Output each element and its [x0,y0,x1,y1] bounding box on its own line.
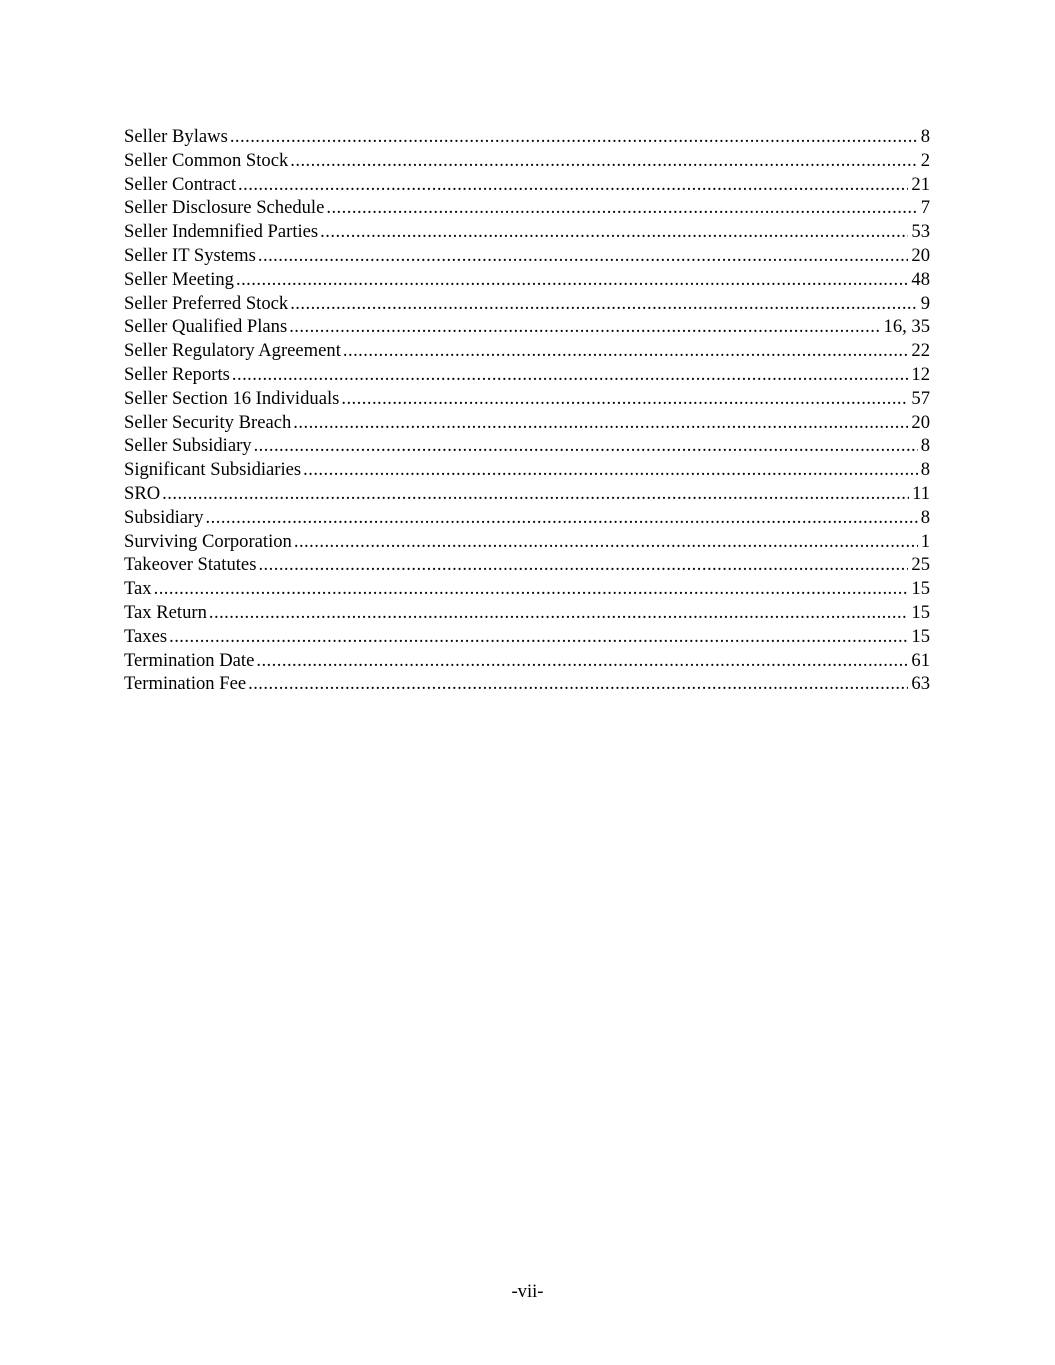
dot-leader [290,149,917,173]
dot-leader [289,315,880,339]
dot-leader [290,292,918,316]
index-term: Subsidiary [124,506,204,528]
index-entry [124,220,930,244]
index-page-reference: 48 [911,268,930,290]
index-entry [124,149,930,173]
index-page-reference: 11 [912,482,930,504]
dot-leader [320,220,908,244]
index-entry [124,434,930,458]
index-entry [124,601,930,625]
dot-leader [248,672,908,696]
index-term: Seller Reports [124,363,230,385]
dot-leader [303,458,918,482]
dot-leader [232,363,909,387]
index-term: Seller Contract [124,173,237,195]
index-entry [124,244,930,268]
index-term: Seller Bylaws [124,126,228,147]
index-entry [124,196,930,220]
index-entry [124,411,930,435]
dot-leader [254,434,918,458]
index-entry [124,625,930,649]
dot-leader [206,506,918,530]
index-entry [124,173,930,197]
index-term: Termination Date [124,649,255,671]
index-entry [124,315,930,339]
index-entry [124,577,930,601]
index-term: Seller Regulatory Agreement [124,340,341,362]
dot-leader [258,553,908,577]
index-term: Seller Meeting [124,268,234,290]
index-term: Seller IT Systems [124,244,256,266]
index-term: Termination Fee [124,673,247,695]
index-entry [124,649,930,673]
index-entry [124,363,930,387]
dot-leader [256,649,908,673]
dot-leader [238,173,908,197]
index-entry [124,530,930,554]
index-term: Surviving Corporation [124,530,292,552]
index-term: Seller Section 16 Individuals [124,387,340,409]
index-page-reference: 61 [911,649,930,671]
index-page-reference: 8 [920,435,930,457]
index-entry [124,339,930,363]
index-term: Seller Disclosure Schedule [124,197,325,219]
index-entry [124,125,930,149]
index-entry [124,268,930,292]
dot-leader [230,125,918,149]
index-entry [124,553,930,577]
index-page-reference: 57 [911,387,930,409]
dot-leader [294,530,918,554]
index-page-reference: 21 [911,173,930,195]
index-page-reference: 20 [911,244,930,266]
index-entry [124,458,930,482]
index-page-reference: 8 [920,126,930,147]
dot-leader [258,244,909,268]
index-term: Tax Return [124,601,207,623]
index-term: Seller Qualified Plans [124,316,288,338]
index-page-reference: 15 [911,625,930,647]
index-entry [124,482,930,506]
index-page-reference: 12 [911,363,930,385]
dot-leader [343,339,909,363]
index-entry [124,506,930,530]
index-page-reference: 22 [911,340,930,362]
index-term: Takeover Statutes [124,554,257,576]
index-page-reference: 25 [911,554,930,576]
index-term: Seller Security Breach [124,411,292,433]
index-term: Taxes [124,625,168,647]
dot-leader [293,411,908,435]
index-page-reference: 7 [920,197,930,219]
index-page-reference: 2 [920,149,930,171]
index-term: Seller Subsidiary [124,435,252,457]
index-term: SRO [124,482,161,504]
index-term: Seller Common Stock [124,149,289,171]
index-of-defined-terms [124,125,930,696]
index-page-reference: 1 [920,530,930,552]
index-term: Seller Preferred Stock [124,292,289,314]
index-term: Seller Indemnified Parties [124,221,319,243]
dot-leader [236,268,908,292]
index-page-reference: 20 [911,411,930,433]
index-page-reference: 15 [911,578,930,600]
page-number: -vii- [511,1281,544,1302]
index-page-reference: 53 [911,221,930,243]
index-entry [124,387,930,411]
dot-leader [154,577,909,601]
index-page-reference: 15 [911,601,930,623]
index-page-reference: 63 [911,673,930,695]
index-page-reference: 16, 35 [883,316,930,338]
index-term: Significant Subsidiaries [124,459,302,481]
dot-leader [326,196,917,220]
dot-leader [162,482,909,506]
index-entry [124,292,930,316]
dot-leader [169,625,908,649]
index-page-reference: 9 [920,292,930,314]
index-term: Tax [124,578,152,600]
index-page-reference: 8 [920,459,930,481]
dot-leader [341,387,908,411]
index-page-reference: 8 [920,506,930,528]
index-entry [124,672,930,696]
dot-leader [209,601,909,625]
